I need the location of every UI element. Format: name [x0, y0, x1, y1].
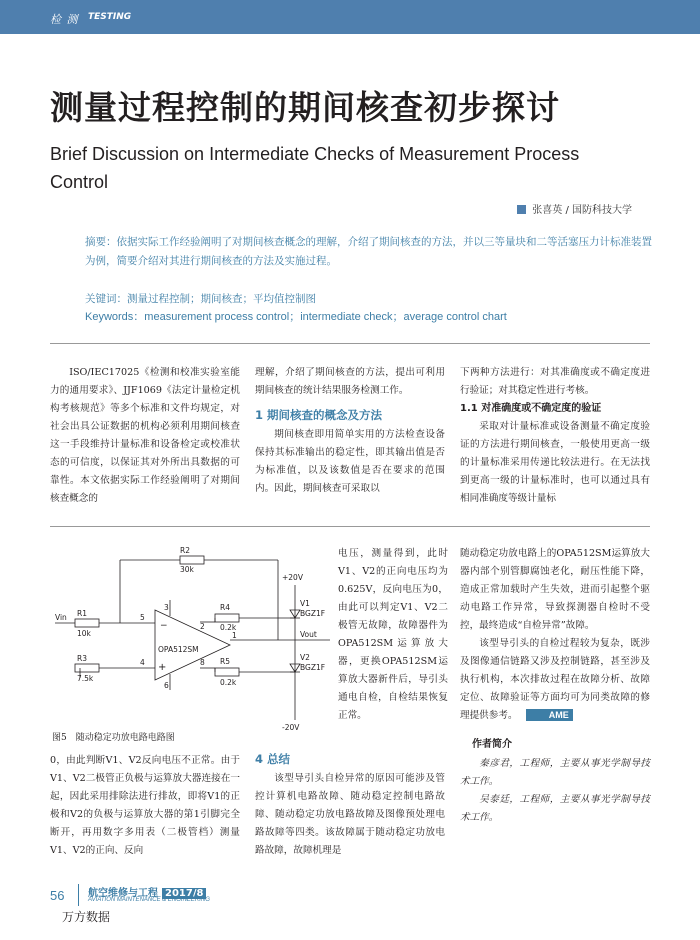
label-vout: Vout	[300, 630, 317, 639]
right-paragraph-1: 随动稳定功放电路上的OPA512SM运算放大器内部个别管脚腐蚀老化，耐压性能下降，造成正常加载时产生失效，进而引起整个驱动电路工作异常，导致探测器自检时不受控，最终造成“自检异常”故障。	[460, 548, 650, 631]
section-label: 检 测	[50, 13, 79, 26]
section-label-en: TESTING	[88, 12, 132, 22]
label-v2: V2	[300, 653, 310, 662]
label-plus: +	[158, 662, 167, 673]
pin-1: 1	[232, 631, 237, 640]
magazine-name-text: 航空维修与工程	[88, 888, 158, 899]
article-title: 测量过程控制的期间核查初步探讨	[50, 88, 560, 127]
resistor-r2	[180, 556, 204, 564]
label-r5: R5	[220, 657, 230, 666]
circuit-diagram	[50, 540, 340, 735]
author-intro-heading: 作者简介	[472, 739, 512, 750]
label-r4: R4	[220, 603, 230, 612]
watermark-text: 万方数据	[62, 910, 111, 924]
pin-4: 4	[140, 658, 145, 667]
lower-left-paragraph: 0，由此判断V1、V2反向电压不正常。由于V1、V2二极管正负极与运算放大器连接在一起，因此采用排除法进行排故，即将V1的正极和V2的负极与运算放大器的第1引脚完全断开，再用数字多用表（二极管档）测量V1、V2的正向、反向	[50, 755, 240, 856]
value-r2: 30k	[180, 565, 194, 574]
divider-middle	[50, 526, 650, 527]
label-r3: R3	[77, 654, 87, 663]
label-opamp: OPA512SM	[158, 645, 199, 654]
ame-end-mark: AME	[526, 709, 573, 721]
heading-1: 1 期间核查的概念及方法	[255, 408, 383, 422]
label-v1: V1	[300, 599, 310, 608]
label-r2: R2	[180, 546, 190, 555]
lower-mid-paragraph: 该型导引头自检异常的原因可能涉及管控计算机电路故障、随动稳定控制电路故障、随动稳定功放电路故障及图像预处理电路故障等四类。该故障属于随动稳定功放电路故障，故障机理是	[255, 773, 445, 856]
column-2	[255, 364, 445, 498]
label-bgz2: BGZ1F	[300, 663, 326, 672]
pin-3: 3	[164, 603, 169, 612]
column-3	[460, 364, 650, 508]
col2-paragraph-1: 理解，介绍了期间核查的方法，提出可利用期间核查的统计结果服务检测工作。	[255, 367, 445, 396]
heading-4: 4 总结	[255, 752, 291, 766]
column-right	[460, 545, 650, 827]
keywords-en: Keywords：measurement process control；intermediate check；average control chart	[85, 311, 507, 323]
footer-divider	[78, 884, 79, 906]
right-paragraph-2-text: 该型导引头的自检过程较为复杂，既涉及图像通信链路又涉及控制链路，甚至涉及执行机构，本次排故过程在故障分析、故障定位、故障验证等方面均可为同类故障的修理提供参考。	[460, 638, 650, 721]
byline-marker-icon	[517, 205, 526, 214]
byline-text: 张喜英 / 国防科技大学	[532, 205, 632, 216]
label-vin: Vin	[55, 613, 67, 622]
author-byline	[517, 201, 632, 216]
value-r5: 0.2k	[220, 678, 237, 687]
mid-paragraph: 电压，测量得到，此时V1、V2的正向电压均为0.625V，反向电压为0，由此可以判定V1、V2二极管无故障，故障器件为OPA512SM运算放大器，更换OPA512SM运算放大器新件后，导引头通电自检，自检结果恢复正常。	[338, 548, 448, 721]
issue-badge: 2017/8	[162, 888, 206, 899]
col3-paragraph-1: 下两种方法进行：对其准确度或不确定度进行验证；对其稳定性进行考核。	[460, 367, 650, 396]
section-header-band	[0, 0, 700, 34]
author-1: 秦彦君，工程师，主要从事光学制导技术工作。	[460, 758, 650, 787]
heading-1-1: 1.1 对准确度或不确定度的验证	[460, 403, 602, 414]
col3-paragraph-2: 采取对计量标准或设备测量不确定度验证的方法进行期间核查，一般使用更高一级的计量标准采用传递比较法进行。在无法找到更高一级的计量标准时，也可以通过具有相同准确度等级计量标	[460, 421, 650, 504]
label-vneg: -20V	[282, 723, 300, 732]
col2-paragraph-2: 期间核查即用简单实用的方法检查设备保持其标准输出的稳定性，即其输出值是否为标准值，以及该数值是否在要求的范围内。因此，期间核查可采取以	[255, 429, 445, 494]
resistor-r4	[215, 614, 239, 622]
right-paragraph-2	[460, 635, 650, 725]
value-r4: 0.2k	[220, 623, 237, 632]
pin-6: 6	[164, 681, 169, 690]
figure-caption: 图5 随动稳定功放电路电路图	[52, 733, 175, 743]
resistor-r1	[75, 619, 99, 627]
value-r3: 7.5k	[77, 674, 94, 683]
column-lower-mid	[255, 748, 445, 860]
pin-2: 2	[200, 622, 205, 631]
column-mid	[338, 545, 448, 725]
resistor-r3	[75, 664, 99, 672]
keywords: 关键词：测量过程控制；期间核查；平均值控制图	[85, 293, 316, 305]
label-vpos: +20V	[282, 573, 303, 582]
abstract: 摘要：依据实际工作经验阐明了对期间核查概念的理解，介绍了期间核查的方法，并以三等量块和二等活塞压力计标准装置为例，简要介绍对其进行期间核查的方法及实施过程。	[85, 236, 652, 267]
article-title-en: Brief Discussion on Intermediate Checks of Measurement Process Control	[50, 144, 580, 192]
author-2: 吴泰廷，工程师，主要从事光学制导技术工作。	[460, 794, 650, 823]
resistor-r5	[215, 668, 239, 676]
label-minus: −	[160, 621, 168, 631]
magazine-name-en: AVIATION MAINTENANCE & ENGINEERING	[88, 897, 210, 903]
label-r1: R1	[77, 609, 87, 618]
column-1	[50, 364, 240, 508]
pin-8: 8	[200, 658, 205, 667]
pin-5: 5	[140, 613, 145, 622]
page-number: 56	[50, 888, 65, 903]
value-r1: 10k	[77, 629, 91, 638]
col1-paragraph: ISO/IEC17025《检测和校准实验室能力的通用要求》、JJF1069《法定计量检定机构考核规范》等多个标准和文件均规定，对社会出具公证数据的机构必须利用期间核查这一手段维持计量标准和设备检定或校准状态的可信度，以保证其对外所出具数据的可靠性。本文依据实际工作经验阐明了对期间核查概念的	[50, 367, 240, 504]
column-lower-left	[50, 752, 240, 860]
divider-top	[50, 343, 650, 344]
label-bgz1: BGZ1F	[300, 609, 326, 618]
